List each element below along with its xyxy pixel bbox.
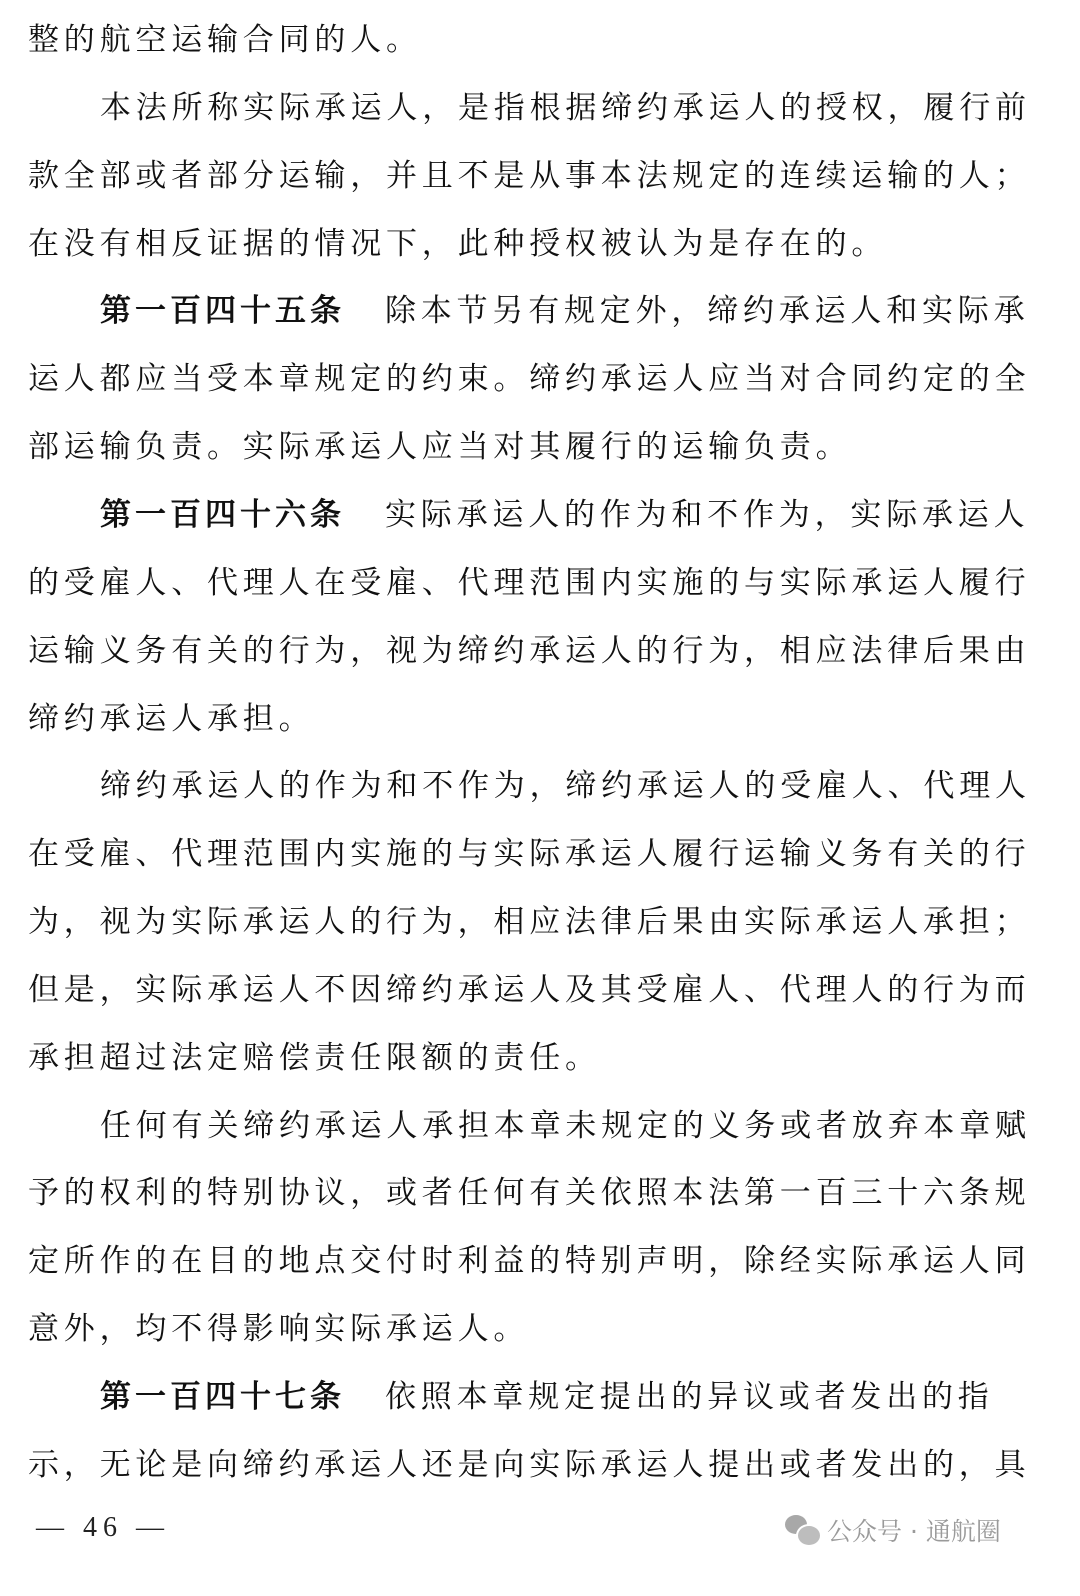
text-line: [28, 1171, 1048, 1215]
text-line: [28, 1443, 1048, 1487]
wechat-icon: [785, 1515, 819, 1545]
line-text: 示，无论是向缔约承运人还是向实际承运人提出或者发出的，具: [28, 1446, 1031, 1483]
line-text: 定所作的在目的地点交付时利益的特别声明，除经实际承运人同: [28, 1243, 1031, 1280]
line-text: 但是，实际承运人不因缔约承运人及其受雇人、代理人的行为而: [28, 971, 1031, 1008]
text-line: [28, 425, 1048, 469]
article-line: [100, 1375, 1080, 1419]
article-heading: 第一百四十六条: [100, 496, 345, 533]
text-line: [28, 900, 1048, 944]
text-line: [28, 154, 1048, 198]
text-line: [100, 86, 1080, 130]
line-text: 缔约承运人的作为和不作为，缔约承运人的受雇人、代理人: [100, 768, 1031, 805]
line-text: 意外，均不得影响实际承运人。: [28, 1311, 530, 1348]
article-line: [100, 289, 1080, 333]
line-text: 运人都应当受本章规定的约束。缔约承运人应当对合同约定的全: [28, 361, 1031, 398]
text-line: [28, 18, 1048, 62]
line-text: 为，视为实际承运人的行为，相应法律后果由实际承运人承担；: [28, 904, 1031, 941]
page-number: — 46 —: [36, 1512, 170, 1543]
line-text: 的受雇人、代理人在受雇、代理范围内实施的与实际承运人履行: [28, 564, 1031, 601]
watermark-text: 公众号 · 通航圈: [827, 1517, 1001, 1546]
text-line: [100, 1104, 1080, 1148]
text-line: [100, 764, 1080, 808]
line-text: 除本节另有规定外，缔约承运人和实际承: [385, 293, 1030, 330]
line-text: 承担超过法定赔偿责任限额的责任。: [28, 1039, 601, 1076]
line-text: 任何有关缔约承运人承担本章未规定的义务或者放弃本章赋: [100, 1107, 1031, 1144]
text-line: [28, 832, 1048, 876]
text-line: [28, 1036, 1048, 1080]
text-line: [28, 697, 1048, 741]
article-line: [100, 493, 1080, 537]
article-heading: 第一百四十五条: [100, 293, 345, 330]
article-heading: 第一百四十七条: [100, 1379, 345, 1415]
text-line: [28, 1239, 1048, 1283]
line-text: 在没有相反证据的情况下，此种授权被认为是存在的。: [28, 225, 888, 262]
text-line: [28, 968, 1048, 1012]
watermark: [785, 1512, 1001, 1548]
line-text: 整的航空运输合同的人。: [28, 22, 422, 58]
line-text: 款全部或者部分运输，并且不是从事本法规定的连续运输的人；: [28, 157, 1031, 194]
line-text: 缔约承运人承担。: [28, 700, 315, 737]
text-line: [28, 1307, 1048, 1351]
text-line: [28, 629, 1048, 673]
line-text: 实际承运人的作为和不作为，实际承运人: [385, 496, 1030, 533]
line-text: 在受雇、代理范围内实施的与实际承运人履行运输义务有关的行: [28, 836, 1031, 873]
line-text: 运输义务有关的行为，视为缔约承运人的行为，相应法律后果由: [28, 632, 1031, 669]
line-text: 予的权利的特别协议，或者任何有关依照本法第一百三十六条规: [28, 1175, 1031, 1212]
line-text: 本法所称实际承运人，是指根据缔约承运人的授权，履行前: [100, 89, 1031, 126]
text-line: [28, 561, 1048, 605]
text-line: [28, 222, 1048, 266]
text-line: [28, 357, 1048, 401]
line-text: 依照本章规定提出的异议或者发出的指: [385, 1379, 994, 1415]
line-text: 部运输负责。实际承运人应当对其履行的运输负责。: [28, 429, 852, 466]
